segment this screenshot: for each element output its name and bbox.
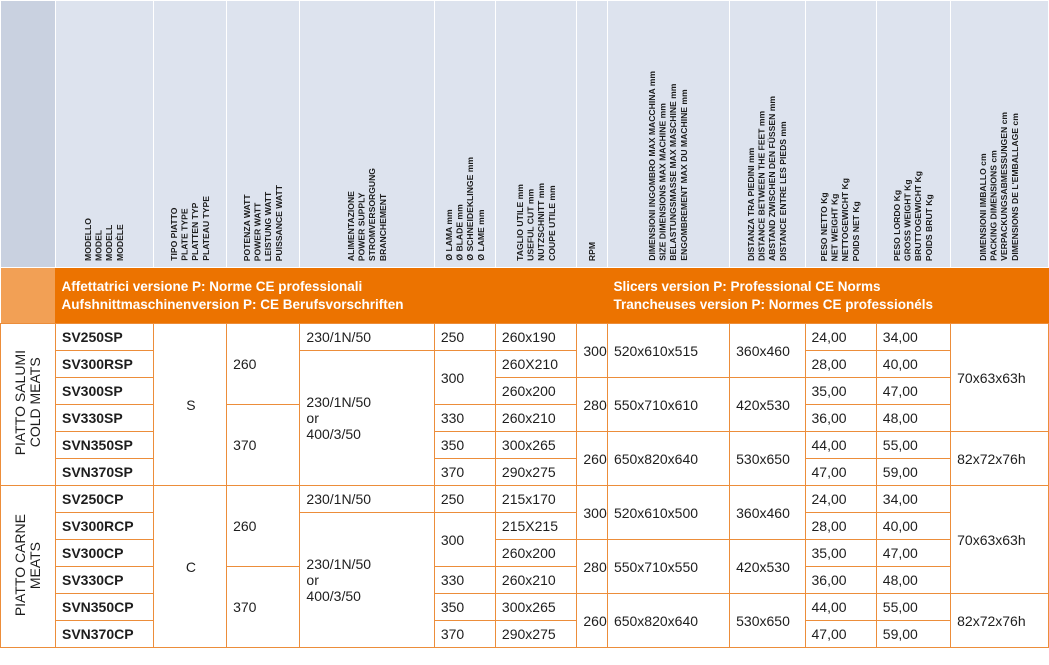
header-pack-line: PACKING DIMENSIONS cm	[988, 150, 999, 261]
header-supply-line: ALIMENTAZIONE	[345, 190, 356, 261]
header-feet-line: ABSTAND ZWISCHEN DEN FÜSSEN mm	[767, 95, 778, 261]
feet-cell: 420x530	[730, 540, 805, 594]
cut-cell: 300x265	[495, 594, 576, 621]
header-power	[227, 1, 300, 268]
gross-weight-cell: 55,00	[876, 432, 950, 459]
feet-cell: 360x460	[730, 324, 805, 378]
plate-type-cell: C	[153, 486, 226, 648]
rpm-cell: 280	[577, 540, 608, 594]
blade-cell: 250	[434, 486, 495, 513]
blade-cell: 330	[434, 405, 495, 432]
model-cell: SV300CP	[55, 540, 153, 567]
header-power-line: POWER WATT	[252, 202, 263, 261]
net-weight-cell: 35,00	[805, 540, 876, 567]
header-power-line: PUISSANCE WATT	[273, 184, 284, 261]
net-weight-cell: 24,00	[805, 324, 876, 351]
cut-cell: 215X215	[495, 513, 576, 540]
packing-cell: 82x72x76h	[951, 432, 1049, 486]
header-supply-line: STROMVERSORGUNG	[367, 167, 378, 261]
band-left-line2: Aufshnittmaschinenversion P: CE Berufsvorschriften	[61, 296, 404, 312]
header-feet-line: DISTANCE BETWEEN THE FEET mm	[756, 110, 767, 261]
supply-cell: 230/1N/50 or 400/3/50	[300, 351, 434, 486]
header-gross-line: BRUTTOGEWICHT Kg	[913, 170, 924, 261]
power-cell: 370	[227, 567, 300, 648]
header-feet-line: DISTANZA TRA PIEDINI mm	[746, 147, 757, 261]
header-useful-cut	[495, 1, 576, 268]
net-weight-cell: 47,00	[805, 459, 876, 486]
gross-weight-cell: 59,00	[876, 621, 950, 648]
header-feet-line: DISTANCE ENTRE LES PIEDS mm	[777, 121, 788, 261]
gross-weight-cell: 48,00	[876, 405, 950, 432]
model-cell: SVN370SP	[55, 459, 153, 486]
gross-weight-cell: 48,00	[876, 567, 950, 594]
blade-cell: 370	[434, 621, 495, 648]
band-right-line2: Trancheuses version P: Normes CE professionéls	[613, 296, 934, 312]
header-plate-line: PLATTEN TYP	[189, 202, 200, 261]
header-size-line: ENGOMBREMENT MAX DU MACHINE mm	[679, 89, 690, 261]
model-cell: SVN370CP	[55, 621, 153, 648]
header-blade	[434, 1, 495, 268]
header-gross-line: POIDS BRUT Kg	[924, 194, 935, 261]
cut-cell: 290x275	[495, 459, 576, 486]
gross-weight-cell: 34,00	[876, 324, 950, 351]
header-size-line: BELASTUNGSMASSE MAX MASCHINE mm	[668, 83, 679, 261]
group-label-text: PIATTO CARNE MEATS	[11, 513, 43, 617]
supply-cell: 230/1N/50	[300, 486, 434, 513]
header-cut-line: COUPE UTILE mm	[546, 185, 557, 261]
blade-cell: 350	[434, 432, 495, 459]
net-weight-cell: 35,00	[805, 378, 876, 405]
model-cell: SV300RSP	[55, 351, 153, 378]
header-feet	[730, 1, 805, 268]
band-spacer	[1, 268, 56, 324]
feet-cell: 530x650	[730, 594, 805, 648]
band-right-line1: Slicers version P: Professional CE Norms	[613, 279, 881, 294]
header-model-line: MODELL	[104, 224, 115, 261]
cut-cell: 300x265	[495, 432, 576, 459]
cut-cell: 260x210	[495, 567, 576, 594]
blade-cell: 330	[434, 567, 495, 594]
net-weight-cell: 28,00	[805, 351, 876, 378]
header-size	[607, 1, 729, 268]
header-row	[1, 1, 1049, 268]
header-power-supply	[300, 1, 434, 268]
gross-weight-cell: 55,00	[876, 594, 950, 621]
gross-weight-cell: 40,00	[876, 351, 950, 378]
net-weight-cell: 24,00	[805, 486, 876, 513]
gross-weight-cell: 47,00	[876, 540, 950, 567]
size-cell: 550x710x550	[607, 540, 729, 594]
header-power-line: LEISTUNG WATT	[263, 191, 274, 261]
gross-weight-cell: 47,00	[876, 378, 950, 405]
header-pack-line: VERPACKUNGSABMESSUNGEN cm	[999, 112, 1010, 261]
model-cell: SVN350SP	[55, 432, 153, 459]
packing-cell: 82x72x76h	[951, 594, 1049, 648]
supply-cell: 230/1N/50	[300, 324, 434, 351]
header-gross-line: GROSS WEIGHT Kg	[902, 179, 913, 261]
net-weight-cell: 44,00	[805, 594, 876, 621]
rpm-cell: 300	[577, 486, 608, 540]
header-model-line: MODELLO	[83, 218, 94, 261]
header-rpm-line: RPM	[586, 241, 597, 261]
model-cell: SV330CP	[55, 567, 153, 594]
gross-weight-cell: 34,00	[876, 486, 950, 513]
rpm-cell: 280	[577, 378, 608, 432]
blade-cell: 300	[434, 351, 495, 405]
band-left	[55, 268, 607, 324]
header-gross-line: PESO LORDO Kg	[892, 189, 903, 261]
header-blade-line: Ø BLADE mm	[454, 204, 465, 261]
size-cell: 650x820x640	[607, 594, 729, 648]
header-gross-weight	[876, 1, 950, 268]
header-pack-line: DIMENSIONI IMBALLO cm	[978, 153, 989, 261]
group-label	[1, 324, 56, 486]
blade-cell: 350	[434, 594, 495, 621]
header-plate-line: TIPO PIATTO	[168, 207, 179, 261]
cut-cell: 260x210	[495, 405, 576, 432]
header-cut-line: USEFUL CUT mm	[525, 189, 536, 261]
model-cell: SV330SP	[55, 405, 153, 432]
band-left-line1: Affettatrici versione P: Norme CE professionali	[61, 279, 363, 294]
header-corner	[1, 1, 56, 268]
model-cell: SV250CP	[55, 486, 153, 513]
rpm-cell: 260	[577, 594, 608, 648]
blade-cell: 300	[434, 513, 495, 567]
gross-weight-cell: 40,00	[876, 513, 950, 540]
header-supply-line: POWER SUPPLY	[356, 192, 367, 261]
power-cell: 260	[227, 324, 300, 405]
header-packing	[951, 1, 1049, 268]
size-cell: 520x610x500	[607, 486, 729, 540]
cut-cell: 260x200	[495, 540, 576, 567]
table-row	[1, 486, 1049, 513]
header-net-line: NETTOGEWICHT Kg	[840, 177, 851, 261]
power-cell: 370	[227, 405, 300, 486]
table-row	[1, 324, 1049, 351]
cut-cell: 215x170	[495, 486, 576, 513]
header-net-line: PESO NETTO Kg	[819, 191, 830, 261]
feet-cell: 420x530	[730, 378, 805, 432]
header-rpm	[577, 1, 608, 268]
feet-cell: 360x460	[730, 486, 805, 540]
plate-type-cell: S	[153, 324, 226, 486]
header-model-line: MODEL	[93, 229, 104, 261]
header-power-line: POTENZA WATT	[242, 194, 253, 261]
cut-cell: 260x190	[495, 324, 576, 351]
header-cut-line: NUTZSCHNITT mm	[536, 183, 547, 261]
net-weight-cell: 36,00	[805, 405, 876, 432]
size-cell: 520x610x515	[607, 324, 729, 378]
header-plate-line: PLATE TYPE	[179, 208, 190, 261]
packing-cell: 70x63x63h	[951, 324, 1049, 432]
blade-cell: 250	[434, 324, 495, 351]
header-blade-line: Ø LAMA mm	[443, 209, 454, 261]
feet-cell: 530x650	[730, 432, 805, 486]
supply-cell: 230/1N/50 or 400/3/50	[300, 513, 434, 648]
packing-cell: 70x63x63h	[951, 486, 1049, 594]
size-cell: 550x710x610	[607, 378, 729, 432]
net-weight-cell: 36,00	[805, 567, 876, 594]
model-cell: SVN350CP	[55, 594, 153, 621]
net-weight-cell: 28,00	[805, 513, 876, 540]
size-cell: 650x820x640	[607, 432, 729, 486]
header-net-line: POIDS NET Kg	[851, 200, 862, 261]
header-pack-line: DIMENSIONS DE L'EMBALLAGE cm	[1010, 113, 1021, 261]
net-weight-cell: 44,00	[805, 432, 876, 459]
band-right	[607, 268, 1048, 324]
header-cut-line: TAGLIO UTILE mm	[514, 184, 525, 261]
header-plate-type	[153, 1, 226, 268]
net-weight-cell: 47,00	[805, 621, 876, 648]
category-band	[1, 268, 1049, 324]
header-size-line: SIZE DIMENSIONS MAX MACHINE mm	[657, 103, 668, 261]
group-label	[1, 486, 56, 648]
header-supply-line: BRANCHEMENT	[377, 193, 388, 261]
cut-cell: 290x275	[495, 621, 576, 648]
header-net-line: NET WEIGHT Kg	[830, 193, 841, 261]
header-blade-line: Ø LAME mm	[475, 209, 486, 261]
model-cell: SV300SP	[55, 378, 153, 405]
header-plate-line: PLATEAU TYPE	[200, 196, 211, 261]
rpm-cell: 260	[577, 432, 608, 486]
header-model-line: MODÈLE	[114, 224, 125, 261]
cut-cell: 260X210	[495, 351, 576, 378]
header-blade-line: Ø SCHNEIDEKLINGE mm	[464, 157, 475, 261]
blade-cell: 370	[434, 459, 495, 486]
group-label-text: PIATTO SALUMI COLD MEATS	[11, 350, 43, 456]
power-cell: 260	[227, 486, 300, 567]
header-size-line: DIMENSIONI INGOMBRO MAX MACCHINA mm	[647, 71, 658, 261]
gross-weight-cell: 59,00	[876, 459, 950, 486]
model-cell: SV300RCP	[55, 513, 153, 540]
cut-cell: 260x200	[495, 378, 576, 405]
rpm-cell: 300	[577, 324, 608, 378]
model-cell: SV250SP	[55, 324, 153, 351]
header-net-weight	[805, 1, 876, 268]
header-model	[55, 1, 153, 268]
